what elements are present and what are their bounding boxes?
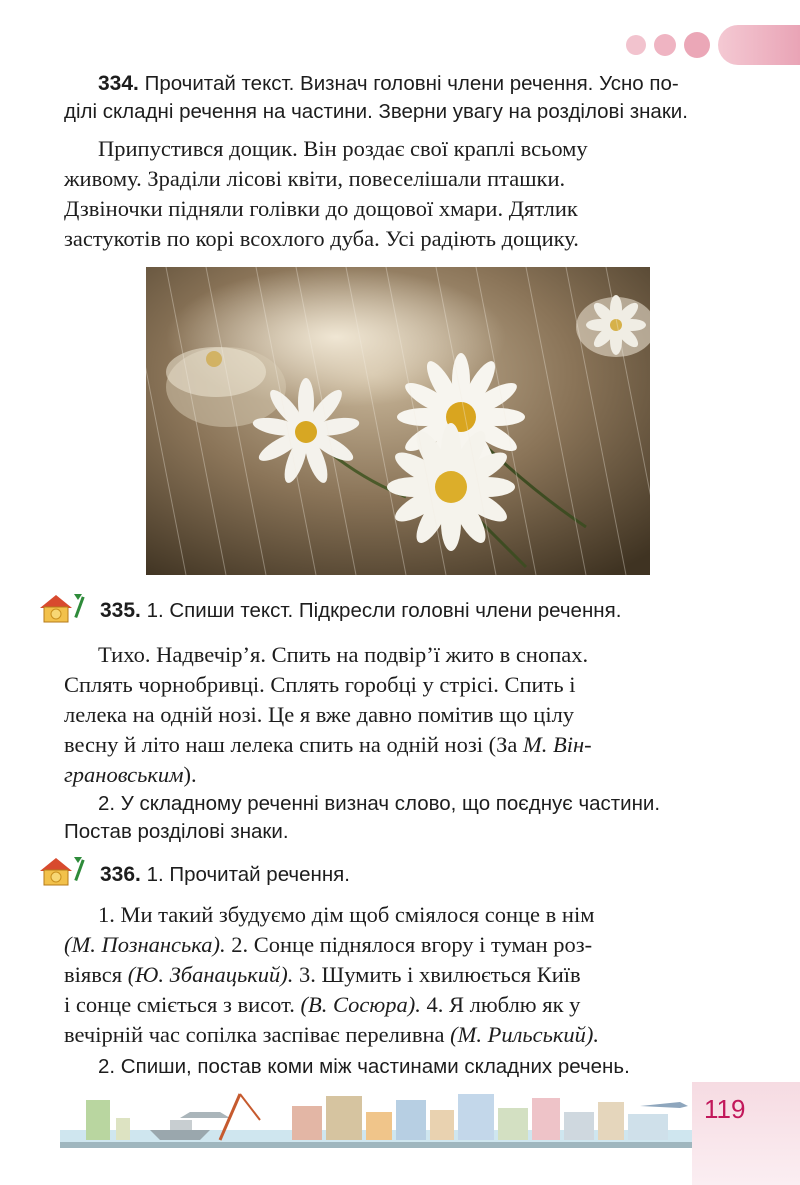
ex335-task-text: 1. Спиши текст. Підкресли головні члени речення.: [146, 599, 622, 622]
homework-house-icon: [38, 855, 94, 887]
ex335-text-line: лелека на одній нозі. Це я вже давно помітив що цілу: [64, 702, 575, 727]
ex336-text: 3. Шумить і хвилюється Київ: [293, 962, 581, 987]
decor-dot: [684, 32, 710, 58]
ex334-text-line: Дзвіночки підняли голівки до дощової хмари. Дятлик: [64, 196, 578, 221]
footer-city-illustration: [60, 1090, 698, 1148]
decor-pill: [718, 25, 800, 65]
ex335-task2-line1: 2. У складному реченні визнач слово, що поєднує частини.: [98, 792, 661, 815]
daisies-rain-photo: [146, 267, 650, 575]
ex335-text-line: [64, 760, 734, 790]
ex334-number: 334.: [98, 72, 139, 95]
ex334-text-line: застукотів по корі всохлого дуба. Усі радіють дощику.: [64, 226, 579, 251]
exercise-336-text: [64, 900, 734, 1050]
exercise-335-task: [100, 597, 740, 625]
ex336-line: [64, 1020, 734, 1050]
ex334-task-line1: [64, 70, 734, 98]
homework-house-icon: [38, 592, 94, 624]
ex336-task-text: 1. Прочитай речення.: [146, 863, 350, 886]
ex334-task-line2: ділі складні речення на частини. Зверни увагу на розділові знаки.: [64, 100, 688, 123]
ex336-text: вечірній час сопілка заспіває переливна: [64, 1022, 451, 1047]
ex336-author: (М. Познанська).: [64, 932, 226, 957]
ex336-author: (В. Сосюра).: [300, 992, 421, 1017]
ex336-line: [64, 930, 734, 960]
ex336-line: [64, 960, 734, 990]
ex335-line5-end: ).: [183, 762, 197, 787]
exercise-335-task2: [64, 790, 734, 846]
ex336-text: і сонце сміється з висот.: [64, 992, 301, 1017]
exercise-334-task: [64, 70, 734, 126]
ex336-text: 4. Я люблю як у: [420, 992, 581, 1017]
ex336-text: 2. Сонце піднялося вгору і туман роз-: [225, 932, 593, 957]
exercise-336-task2: [64, 1053, 734, 1081]
exercise-335-text: [64, 640, 734, 790]
ex335-task2-line2: Постав розділові знаки.: [64, 820, 289, 843]
ex334-text-line: Припустився дощик. Він роздає свої краплі всьому: [98, 136, 588, 161]
header-decoration: [626, 24, 800, 66]
exercise-336-task: [100, 861, 740, 889]
page-number: 119: [704, 1094, 746, 1124]
ex335-text-line: Сплять чорнобривці. Сплять горобці у стрісі. Спить і: [64, 672, 576, 697]
ex335-author-part2: грановським: [64, 762, 184, 787]
ex335-author-part1: М. Він-: [523, 732, 592, 757]
ex335-text-line: [64, 730, 734, 760]
ex336-author: (Ю. Збанацький).: [127, 962, 294, 987]
ex336-line: 1. Ми такий збудуємо дім щоб сміялося сонце в нім: [98, 902, 595, 927]
ex334-text-line: живому. Зраділи лісові квіти, повеселішали пташки.: [64, 166, 566, 191]
ex336-task2: 2. Спиши, постав коми між частинами складних речень.: [98, 1055, 630, 1078]
ex335-text-line: Тихо. Надвечір’я. Спить на подвір’ї жито в снопах.: [98, 642, 589, 667]
page-number-bar: [692, 1082, 800, 1185]
exercise-334-text: [64, 134, 734, 254]
ex336-text: віявся: [64, 962, 128, 987]
ex336-author: (М. Рильський).: [450, 1022, 600, 1047]
ex335-line4-text: весну й літо наш лелека спить на одній нозі (За: [64, 732, 518, 757]
decor-dot: [654, 34, 676, 56]
ex335-number: 335.: [100, 599, 141, 622]
ex336-line: [64, 990, 734, 1020]
ex336-number: 336.: [100, 863, 141, 886]
ex334-task-text: Прочитай текст. Визнач головні члени речення. Усно по-: [144, 72, 679, 95]
decor-dot: [626, 35, 646, 55]
